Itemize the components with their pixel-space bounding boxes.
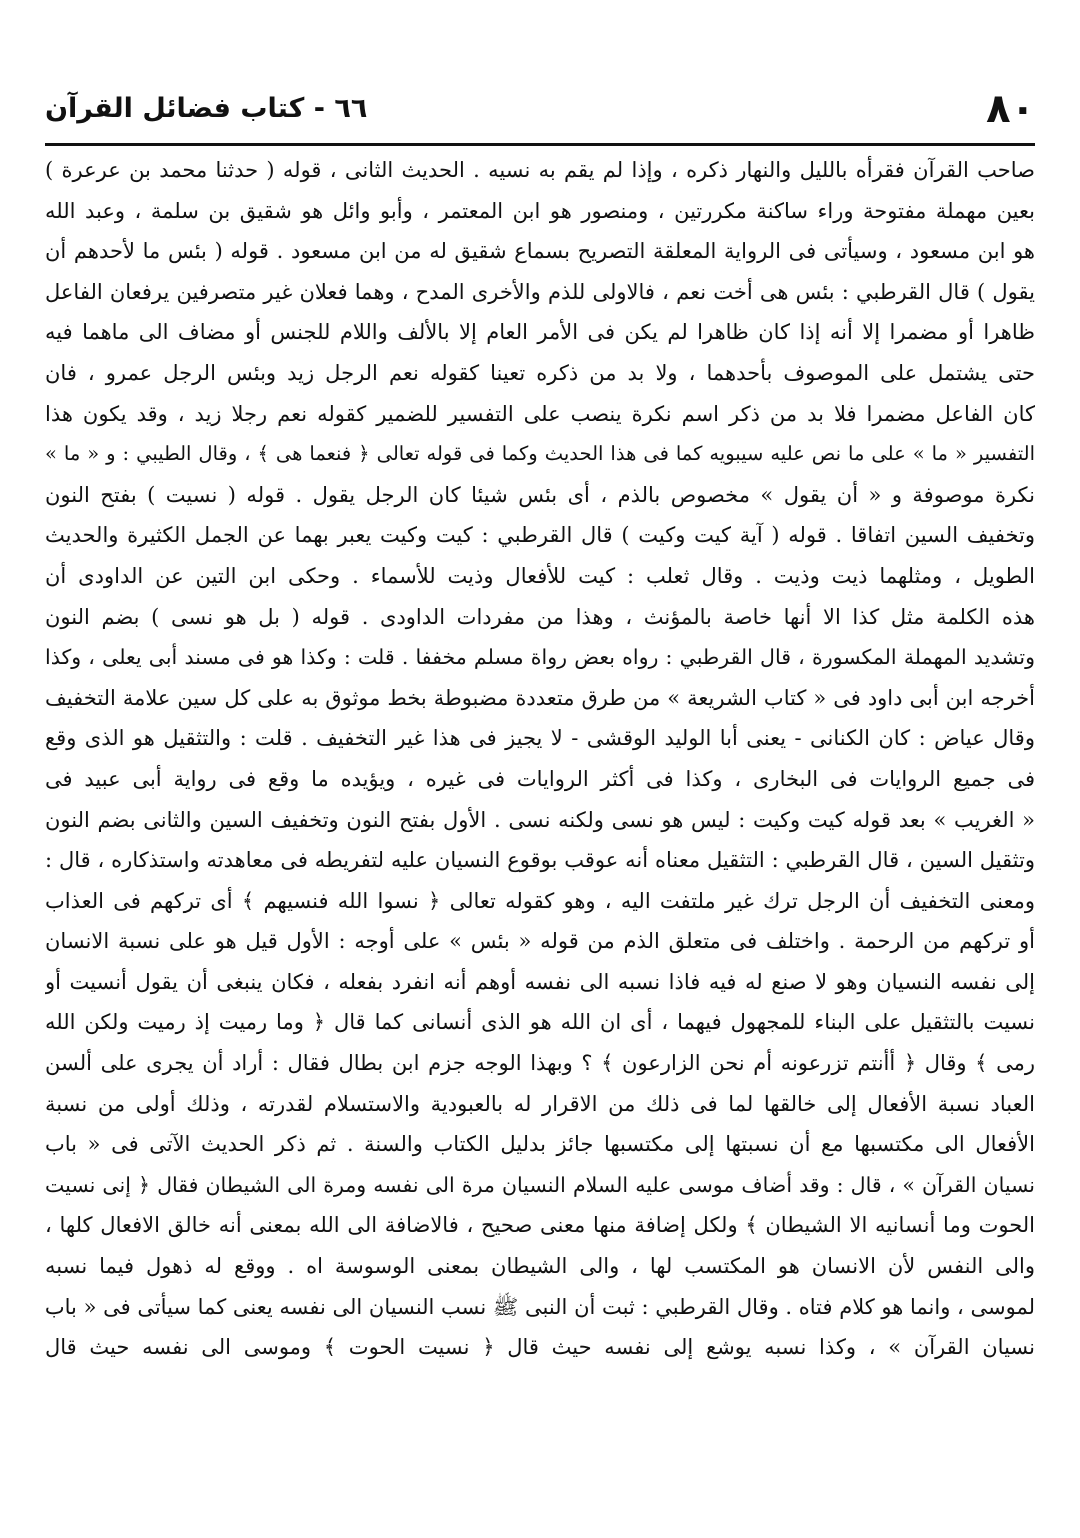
- text-line: هو ابن مسعود ، وسيأتى فى الرواية المعلقة التصريح بسماع شقيق له من ابن مسعود . قوله ( بئس ما لأحدهم أن: [45, 239, 1035, 264]
- text-line: وتخفيف السين اتفاقا . قوله ( آية كيت وكيت ) قال القرطبي : كيت وكيت يعبر بهما عن الجمل الكثيرة والحديث: [45, 523, 1035, 548]
- page-number: ٨٠: [986, 86, 1035, 132]
- text-line: ظاهرا أو مضمرا إلا أنه إذا كان ظاهرا لم يكن فى الأمر العام إلا بالألف واللام للجنس أو مضاف الى ماهما فيه: [45, 320, 1035, 345]
- text-line: يقول ) قال القرطبي : بئس هى أخت نعم ، فالاولى للذم والأخرى المدح ، وهما فعلان غير متصرفين يرفعان الفاعل: [45, 279, 1035, 304]
- text-line: نسيت بالتثقيل على البناء للمجهول فيهما ، أى ان الله هو الذى أنسانى كما قال ﴿ وما رميت إذ رميت ولكن الله: [45, 1010, 1035, 1035]
- text-line: نسيان القرآن » ، وكذا نسبه يوشع إلى نفسه حيث قال ﴿ نسيت الحوت ﴾ وموسى الى نفسه حيث قال: [45, 1335, 1035, 1360]
- text-line: نسيان القرآن » ، قال : وقد أضاف موسى عليه السلام النسيان مرة الى نفسه ومرة الى الشيطان فقال ﴿ إنى نسيت: [45, 1172, 1035, 1197]
- text-line: أو تركهم من الرحمة . واختلف فى متعلق الذم من قوله « بئس » على أوجه : الأول قيل هو على نسبة الانسان: [45, 929, 1035, 954]
- text-line: وتثقيل السين ، قال القرطبي : التثقيل معناه أنه عوقب بوقوع النسيان عليه لتفريطه فى معاهدته واستذكاره ، قال :: [45, 848, 1035, 873]
- text-line: لموسى ، وانما هو كلام فتاه . وقال القرطبي : ثبت أن النبى ﷺ نسب النسيان الى نفسه يعنى كما سيأتى فى « باب: [45, 1294, 1035, 1319]
- header-rule: [45, 143, 1035, 146]
- text-line: حتى يشتمل على الموصوف بأحدهما ، ولا بد من ذكره تعينا كقوله نعم الرجل زيد وبئس الرجل عمرو ، فان: [45, 360, 1035, 385]
- text-line: الطويل ، ومثلهما ذيت وذيت . وقال ثعلب : كيت للأفعال وذيت للأسماء . وحكى ابن التين عن الداودى أن: [45, 563, 1035, 588]
- text-line: أخرجه ابن أبى داود فى « كتاب الشريعة » من طرق متعددة مضبوطة بخط موثوق به على كل سين علامة التخفيف: [45, 685, 1035, 710]
- page-header: [45, 86, 1035, 142]
- text-line: التفسير « ما » على ما نص عليه سيبويه كما فى هذا الحديث وكما فى قوله تعالى ﴿ فنعما هى ﴾ ، وقال الطيبي : و « ما »: [45, 442, 1035, 466]
- text-line: ومعنى التخفيف أن الرجل ترك غير ملتفت اليه ، وهو كقوله تعالى ﴿ نسوا الله فنسيهم ﴾ أى تركهم فى العذاب: [45, 888, 1035, 913]
- running-title: ٦٦ - كتاب فضائل القرآن: [45, 93, 368, 124]
- text-line: والى النفس لأن الانسان هو المكتسب لها ، والى الشيطان بمعنى الوسوسة اه . ووقع له ذهول فيما نسبه: [45, 1254, 1035, 1279]
- text-line: صاحب القرآن فقرأه بالليل والنهار ذكره ، وإذا لم يقم به نسيه . الحديث الثانى ، قوله ( حدثنا محمد بن عرعرة ): [45, 158, 1035, 182]
- text-line: كان الفاعل مضمرا فلا بد من ذكر اسم نكرة ينصب على التفسير للضمير كقوله نعم رجلا زيد ، وقد يكون هذا: [45, 401, 1035, 426]
- text-line: وتشديد المهملة المكسورة ، قال القرطبي : رواه بعض رواة مسلم مخففا . قلت : وكذا هو فى مسند أبى يعلى ، وكذا: [45, 645, 1035, 670]
- body-text: [45, 150, 1035, 1368]
- text-line: رمى ﴾ وقال ﴿ أأنتم تزرعونه أم نحن الزارعون ﴾ ؟ وبهذا الوجه جزم ابن بطال فقال : أراد أن يجرى على ألسن: [45, 1051, 1035, 1076]
- text-line: نكرة موصوفة و « أن يقول » مخصوص بالذم ، أى بئس شيئا كان الرجل يقول . قوله ( نسيت ) بفتح النون: [45, 482, 1035, 507]
- text-line: بعين مهملة مفتوحة وراء ساكنة مكررتين ، ومنصور هو ابن المعتمر ، وأبو وائل هو شقيق بن سلمة ، وعبد الله: [45, 198, 1035, 223]
- text-line: هذه الكلمة مثل كذا الا أنها خاصة بالمؤنث ، وهذا من مفردات الداودى . قوله ( بل هو نسى ) بضم النون: [45, 604, 1035, 629]
- text-line: إلى نفسه النسيان وهو لا صنع له فيه فاذا نسبه الى نفسه أوهم أنه انفرد بفعله ، فكان ينبغى أن يقول أنسيت أو: [45, 969, 1035, 994]
- text-line: « الغريب » بعد قوله كيت وكيت : ليس هو نسى ولكنه نسى . الأول بفتح النون وتخفيف السين والثانى بضم النون: [45, 807, 1035, 832]
- text-line: العباد نسبة الأفعال إلى خالقها لما فى ذلك من الاقرار له بالعبودية والاستسلام لقدرته ، وذلك أولى من نسبة: [45, 1091, 1035, 1116]
- text-line: وقال عياض : كان الكنانى - يعنى أبا الوليد الوقشى - لا يجيز فى هذا غير التخفيف . قلت : والتثقيل هو الذى وقع: [45, 726, 1035, 751]
- text-line: الحوت وما أنسانيه الا الشيطان ﴾ ولكل إضافة منها معنى صحيح ، فالاضافة الى الله بمعنى أنه خالق الافعال كلها ،: [45, 1213, 1035, 1238]
- text-line: الأفعال الى مكتسبها مع أن نسبتها إلى مكتسبها جائز بدليل الكتاب والسنة . ثم ذكر الحديث الآتى فى « باب: [45, 1132, 1035, 1157]
- text-line: فى جميع الروايات فى البخارى ، وكذا فى أكثر الروايات فى غيره ، ويؤيده ما وقع فى رواية أبى عبيد فى: [45, 766, 1035, 791]
